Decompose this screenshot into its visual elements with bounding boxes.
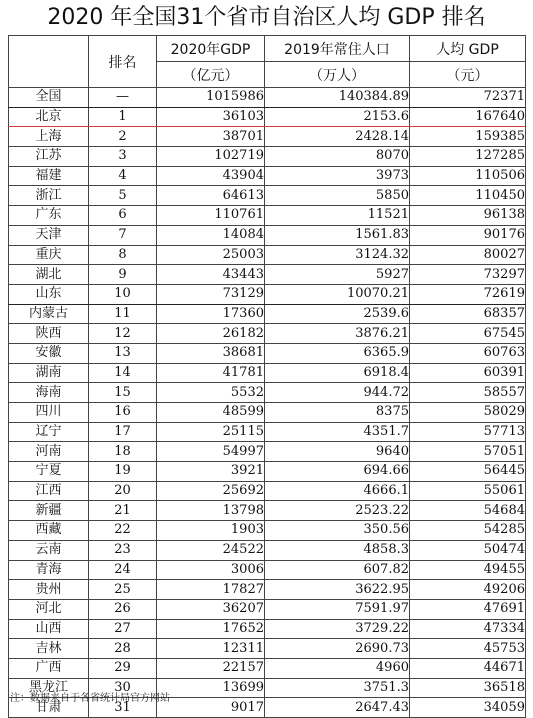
population-cell: 5927 [265, 265, 410, 285]
population-cell: 4858.3 [265, 540, 410, 560]
rank-cell: 22 [89, 521, 157, 541]
rank-cell: 14 [89, 363, 157, 383]
rank-cell: 19 [89, 462, 157, 482]
gdp-cell: 73129 [157, 284, 265, 304]
per-capita-cell: 110506 [410, 166, 526, 186]
gdp-cell: 17652 [157, 619, 265, 639]
region-cell: 山西 [9, 619, 89, 639]
gdp-cell: 12311 [157, 639, 265, 659]
per-capita-cell: 159385 [410, 127, 526, 147]
rank-cell: 24 [89, 560, 157, 580]
population-cell: 3729.22 [265, 619, 410, 639]
rank-cell: 13 [89, 343, 157, 363]
population-cell: 8070 [265, 147, 410, 167]
region-cell: 内蒙古 [9, 304, 89, 324]
gdp-cell: 36207 [157, 599, 265, 619]
header-population-unit: （万人） [265, 62, 410, 88]
region-cell: 北京 [9, 107, 89, 127]
gdp-cell: 5532 [157, 383, 265, 403]
per-capita-cell: 55061 [410, 481, 526, 501]
population-cell: 4666.1 [265, 481, 410, 501]
gdp-cell: 54997 [157, 442, 265, 462]
gdp-cell: 25692 [157, 481, 265, 501]
table-row [9, 225, 526, 245]
region-cell: 湖北 [9, 265, 89, 285]
table-row [9, 107, 526, 127]
gdp-cell: 102719 [157, 147, 265, 167]
population-cell: 9640 [265, 442, 410, 462]
rank-cell: 4 [89, 166, 157, 186]
header-gdp: 2020年GDP [157, 36, 265, 62]
rank-cell: 25 [89, 580, 157, 600]
gdp-cell: 26182 [157, 324, 265, 344]
page-title: 2020 年全国31个省市自治区人均 GDP 排名 [47, 5, 486, 30]
region-cell: 云南 [9, 540, 89, 560]
gdp-cell: 17360 [157, 304, 265, 324]
rank-cell: — [89, 88, 157, 108]
gdp-cell: 24522 [157, 540, 265, 560]
per-capita-cell: 49455 [410, 560, 526, 580]
table-row [9, 422, 526, 442]
table-row [9, 580, 526, 600]
rank-cell: 7 [89, 225, 157, 245]
population-cell: 2428.14 [265, 127, 410, 147]
table-row [9, 442, 526, 462]
table-row [9, 265, 526, 285]
table-row [9, 147, 526, 167]
per-capita-cell: 57051 [410, 442, 526, 462]
gdp-cell: 41781 [157, 363, 265, 383]
per-capita-cell: 110450 [410, 186, 526, 206]
region-cell: 四川 [9, 403, 89, 423]
per-capita-cell: 50474 [410, 540, 526, 560]
region-cell: 天津 [9, 225, 89, 245]
per-capita-cell: 45753 [410, 639, 526, 659]
region-cell: 重庆 [9, 245, 89, 265]
table-row [9, 127, 526, 147]
per-capita-cell: 49206 [410, 580, 526, 600]
table-body [9, 88, 526, 718]
region-cell: 辽宁 [9, 422, 89, 442]
rank-cell: 3 [89, 147, 157, 167]
rank-cell: 5 [89, 186, 157, 206]
population-cell: 350.56 [265, 521, 410, 541]
per-capita-cell: 54285 [410, 521, 526, 541]
table-row [9, 186, 526, 206]
population-cell: 6365.9 [265, 343, 410, 363]
per-capita-cell: 47334 [410, 619, 526, 639]
region-cell: 广西 [9, 658, 89, 678]
region-cell: 吉林 [9, 639, 89, 659]
gdp-cell: 48599 [157, 403, 265, 423]
rank-cell: 29 [89, 658, 157, 678]
rank-cell: 23 [89, 540, 157, 560]
header-region-empty [9, 36, 89, 88]
rank-cell: 27 [89, 619, 157, 639]
population-cell: 7591.97 [265, 599, 410, 619]
table-row [9, 521, 526, 541]
table-row [9, 639, 526, 659]
population-cell: 694.66 [265, 462, 410, 482]
region-cell: 安徽 [9, 343, 89, 363]
gdp-cell: 13798 [157, 501, 265, 521]
gdp-cell: 110761 [157, 206, 265, 226]
table-row [9, 599, 526, 619]
region-cell: 福建 [9, 166, 89, 186]
table-row [9, 403, 526, 423]
population-cell: 607.82 [265, 560, 410, 580]
population-cell: 4351.7 [265, 422, 410, 442]
region-cell: 上海 [9, 127, 89, 147]
gdp-cell: 64613 [157, 186, 265, 206]
rank-cell: 28 [89, 639, 157, 659]
table-row [9, 88, 526, 108]
table-row [9, 658, 526, 678]
rank-cell: 8 [89, 245, 157, 265]
table-row [9, 619, 526, 639]
region-cell: 青海 [9, 560, 89, 580]
rank-cell: 31 [89, 698, 157, 718]
region-cell: 河北 [9, 599, 89, 619]
per-capita-cell: 57713 [410, 422, 526, 442]
rank-cell: 15 [89, 383, 157, 403]
gdp-cell: 38681 [157, 343, 265, 363]
table-row [9, 501, 526, 521]
population-cell: 11521 [265, 206, 410, 226]
gdp-cell: 25115 [157, 422, 265, 442]
region-cell: 陕西 [9, 324, 89, 344]
rank-cell: 9 [89, 265, 157, 285]
rank-cell: 30 [89, 678, 157, 698]
gdp-cell: 38701 [157, 127, 265, 147]
rank-cell: 17 [89, 422, 157, 442]
population-cell: 2153.6 [265, 107, 410, 127]
per-capita-cell: 60763 [410, 343, 526, 363]
gdp-cell: 14084 [157, 225, 265, 245]
population-cell: 4960 [265, 658, 410, 678]
region-cell: 甘肃 [9, 698, 89, 718]
region-cell: 浙江 [9, 186, 89, 206]
table-row [9, 284, 526, 304]
population-cell: 944.72 [265, 383, 410, 403]
gdp-cell: 36103 [157, 107, 265, 127]
population-cell: 6918.4 [265, 363, 410, 383]
rank-cell: 20 [89, 481, 157, 501]
region-cell: 湖南 [9, 363, 89, 383]
per-capita-cell: 80027 [410, 245, 526, 265]
table-row [9, 363, 526, 383]
gdp-cell: 43443 [157, 265, 265, 285]
region-cell: 江苏 [9, 147, 89, 167]
region-cell: 贵州 [9, 580, 89, 600]
population-cell: 2690.73 [265, 639, 410, 659]
per-capita-cell: 34059 [410, 698, 526, 718]
per-capita-cell: 73297 [410, 265, 526, 285]
table-row [9, 560, 526, 580]
population-cell: 2523.22 [265, 501, 410, 521]
per-capita-cell: 44671 [410, 658, 526, 678]
per-capita-cell: 54684 [410, 501, 526, 521]
per-capita-cell: 56445 [410, 462, 526, 482]
region-cell: 新疆 [9, 501, 89, 521]
population-cell: 10070.21 [265, 284, 410, 304]
per-capita-cell: 72371 [410, 88, 526, 108]
per-capita-cell: 58557 [410, 383, 526, 403]
gdp-cell: 9017 [157, 698, 265, 718]
per-capita-cell: 67545 [410, 324, 526, 344]
table-row [9, 343, 526, 363]
rank-cell: 2 [89, 127, 157, 147]
rank-cell: 12 [89, 324, 157, 344]
region-cell: 全国 [9, 88, 89, 108]
rank-cell: 1 [89, 107, 157, 127]
gdp-cell: 43904 [157, 166, 265, 186]
population-cell: 1561.83 [265, 225, 410, 245]
region-cell: 西藏 [9, 521, 89, 541]
rank-cell: 16 [89, 403, 157, 423]
gdp-cell: 25003 [157, 245, 265, 265]
gdp-cell: 22157 [157, 658, 265, 678]
table-row [9, 324, 526, 344]
rank-cell: 21 [89, 501, 157, 521]
population-cell: 3751.3 [265, 678, 410, 698]
per-capita-cell: 167640 [410, 107, 526, 127]
header-per-capita: 人均 GDP [410, 36, 526, 62]
rank-cell: 26 [89, 599, 157, 619]
table-row [9, 540, 526, 560]
header-rank: 排名 [89, 36, 157, 88]
gdp-ranking-table [8, 35, 526, 718]
table-row [9, 462, 526, 482]
gdp-cell: 3006 [157, 560, 265, 580]
gdp-cell: 1015986 [157, 88, 265, 108]
population-cell: 2647.43 [265, 698, 410, 718]
per-capita-cell: 60391 [410, 363, 526, 383]
population-cell: 8375 [265, 403, 410, 423]
population-cell: 3622.95 [265, 580, 410, 600]
gdp-cell: 17827 [157, 580, 265, 600]
table-row [9, 166, 526, 186]
population-cell: 140384.89 [265, 88, 410, 108]
per-capita-cell: 72619 [410, 284, 526, 304]
population-cell: 5850 [265, 186, 410, 206]
per-capita-cell: 127285 [410, 147, 526, 167]
per-capita-cell: 36518 [410, 678, 526, 698]
population-cell: 2539.6 [265, 304, 410, 324]
per-capita-cell: 90176 [410, 225, 526, 245]
gdp-cell: 13699 [157, 678, 265, 698]
region-cell: 江西 [9, 481, 89, 501]
region-cell: 河南 [9, 442, 89, 462]
per-capita-cell: 96138 [410, 206, 526, 226]
region-cell: 山东 [9, 284, 89, 304]
header-population: 2019年常住人口 [265, 36, 410, 62]
table-row [9, 245, 526, 265]
gdp-cell: 1903 [157, 521, 265, 541]
per-capita-cell: 47691 [410, 599, 526, 619]
rank-cell: 11 [89, 304, 157, 324]
source-note: 注：数据来自于各省统计局官方网站 [10, 693, 170, 704]
per-capita-cell: 68357 [410, 304, 526, 324]
region-cell: 黑龙江 [9, 678, 89, 698]
rank-cell: 18 [89, 442, 157, 462]
table-row [9, 383, 526, 403]
table-row [9, 481, 526, 501]
region-cell: 广东 [9, 206, 89, 226]
population-cell: 3124.32 [265, 245, 410, 265]
rank-cell: 6 [89, 206, 157, 226]
population-cell: 3973 [265, 166, 410, 186]
table-row [9, 304, 526, 324]
header-per-capita-unit: （元） [410, 62, 526, 88]
population-cell: 3876.21 [265, 324, 410, 344]
gdp-cell: 3921 [157, 462, 265, 482]
region-cell: 宁夏 [9, 462, 89, 482]
header-gdp-unit: （亿元） [157, 62, 265, 88]
region-cell: 海南 [9, 383, 89, 403]
table-row [9, 206, 526, 226]
per-capita-cell: 58029 [410, 403, 526, 423]
rank-cell: 10 [89, 284, 157, 304]
